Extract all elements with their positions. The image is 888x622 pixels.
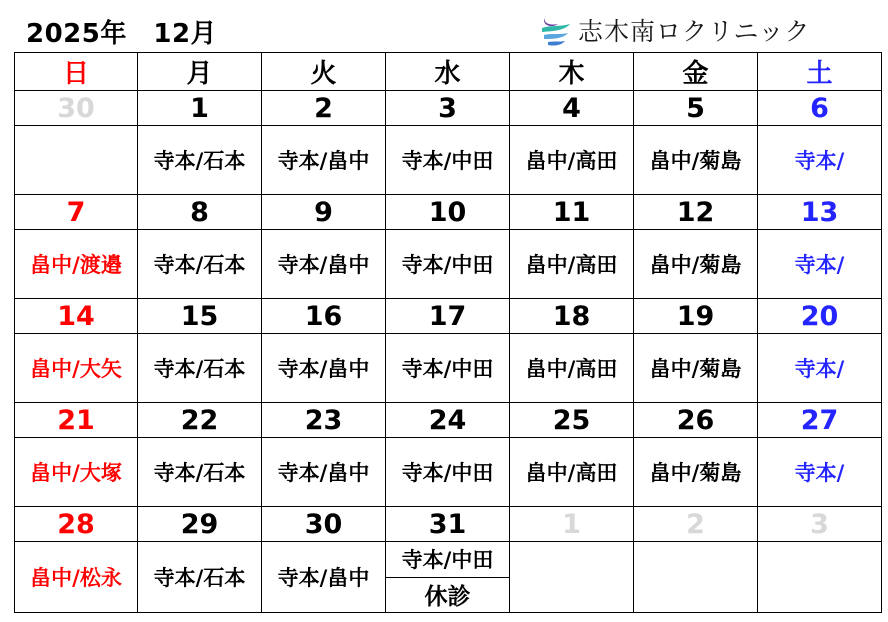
date-cell: 30 <box>15 91 138 126</box>
weekday-monday: 月 <box>138 53 262 91</box>
date-cell: 7 <box>15 195 138 230</box>
doctor-cell: 寺本/石本 <box>138 438 262 507</box>
week-4-dates <box>15 403 882 438</box>
date-cell: 1 <box>510 507 634 542</box>
date-cell: 6 <box>758 91 882 126</box>
date-cell: 17 <box>386 299 510 334</box>
date-cell: 11 <box>510 195 634 230</box>
doctor-cell <box>15 126 138 195</box>
weekday-wednesday: 水 <box>386 53 510 91</box>
doctor-cell: 寺本/石本 <box>138 334 262 403</box>
clinic-logo-icon <box>538 12 574 48</box>
date-cell: 3 <box>386 91 510 126</box>
doctor-cell <box>758 542 882 613</box>
date-cell: 21 <box>15 403 138 438</box>
doctor-cell: 寺本/畠中 <box>262 126 386 195</box>
doctor-cell: 寺本/ <box>758 126 882 195</box>
date-cell: 26 <box>634 403 758 438</box>
date-cell: 1 <box>138 91 262 126</box>
doctor-cell: 寺本/中田 <box>386 230 510 299</box>
date-cell: 10 <box>386 195 510 230</box>
week-5-doctors <box>15 542 882 613</box>
doctor-cell: 畠中/高田 <box>510 126 634 195</box>
date-cell: 31 <box>386 507 510 542</box>
week-2-dates <box>15 195 882 230</box>
date-cell: 27 <box>758 403 882 438</box>
clinic-brand <box>538 10 811 50</box>
week-2-doctors <box>15 230 882 299</box>
month-title: 2025年 12月 <box>26 19 218 49</box>
date-cell: 15 <box>138 299 262 334</box>
doctor-cell: 寺本/中田 <box>386 334 510 403</box>
doctor-cell: 畠中/高田 <box>510 438 634 507</box>
doctor-cell: 畠中/高田 <box>510 334 634 403</box>
doctor-cell <box>634 542 758 613</box>
date-cell: 12 <box>634 195 758 230</box>
doctor-cell: 寺本/石本 <box>138 126 262 195</box>
weekday-header-row <box>15 53 882 91</box>
week-5-dates <box>15 507 882 542</box>
calendar-header <box>0 0 888 52</box>
weekday-friday: 金 <box>634 53 758 91</box>
doctor-cell: 寺本/中田 <box>386 438 510 507</box>
doctor-cell: 寺本/石本 <box>138 230 262 299</box>
doctor-cell: 畠中/渡邉 <box>15 230 138 299</box>
clinic-name: 志木南ロクリニック <box>578 17 811 46</box>
doctor-cell: 畠中/菊島 <box>634 230 758 299</box>
weekday-tuesday: 火 <box>262 53 386 91</box>
date-cell: 25 <box>510 403 634 438</box>
date-cell: 13 <box>758 195 882 230</box>
doctor-cell: 畠中/菊島 <box>634 126 758 195</box>
weekday-thursday: 木 <box>510 53 634 91</box>
date-cell: 9 <box>262 195 386 230</box>
doctor-cell: 寺本/畠中 <box>262 438 386 507</box>
date-cell: 18 <box>510 299 634 334</box>
doctor-cell: 寺本/畠中 <box>262 230 386 299</box>
doctor-cell: 寺本/ <box>758 438 882 507</box>
doctor-cell: 寺本/ <box>758 334 882 403</box>
doctor-cell: 畠中/松永 <box>15 542 138 613</box>
date-cell: 4 <box>510 91 634 126</box>
week-1-dates <box>15 91 882 126</box>
doctor-cell: 畠中/高田 <box>510 230 634 299</box>
date-cell: 3 <box>758 507 882 542</box>
split-cell <box>386 542 509 612</box>
date-cell: 23 <box>262 403 386 438</box>
doctor-cell: 畠中/菊島 <box>634 334 758 403</box>
doctor-cell: 寺本/石本 <box>138 542 262 613</box>
week-1-doctors <box>15 126 882 195</box>
doctor-cell: 畠中/大矢 <box>15 334 138 403</box>
date-cell: 24 <box>386 403 510 438</box>
closed-note: 休診 <box>424 584 471 611</box>
doctor-cell: 寺本/中田 <box>386 542 509 578</box>
date-cell: 16 <box>262 299 386 334</box>
doctor-cell: 畠中/菊島 <box>634 438 758 507</box>
doctor-cell: 畠中/大塚 <box>15 438 138 507</box>
date-cell: 14 <box>15 299 138 334</box>
doctor-cell: 寺本/ <box>758 230 882 299</box>
date-cell: 28 <box>15 507 138 542</box>
date-cell: 29 <box>138 507 262 542</box>
week-4-doctors <box>15 438 882 507</box>
week-3-dates <box>15 299 882 334</box>
doctor-cell: 寺本/中田 <box>386 126 510 195</box>
weekday-sunday: 日 <box>15 53 138 91</box>
date-cell: 20 <box>758 299 882 334</box>
doctor-cell: 寺本/畠中 <box>262 542 386 613</box>
date-cell: 30 <box>262 507 386 542</box>
date-cell: 2 <box>262 91 386 126</box>
date-cell: 5 <box>634 91 758 126</box>
date-cell: 19 <box>634 299 758 334</box>
date-cell: 22 <box>138 403 262 438</box>
weekday-saturday: 土 <box>758 53 882 91</box>
week-3-doctors <box>15 334 882 403</box>
calendar-grid <box>14 52 882 613</box>
doctor-cell <box>510 542 634 613</box>
doctor-cell: 寺本/畠中 <box>262 334 386 403</box>
date-cell: 8 <box>138 195 262 230</box>
doctor-cell-split <box>386 542 510 613</box>
date-cell: 2 <box>634 507 758 542</box>
